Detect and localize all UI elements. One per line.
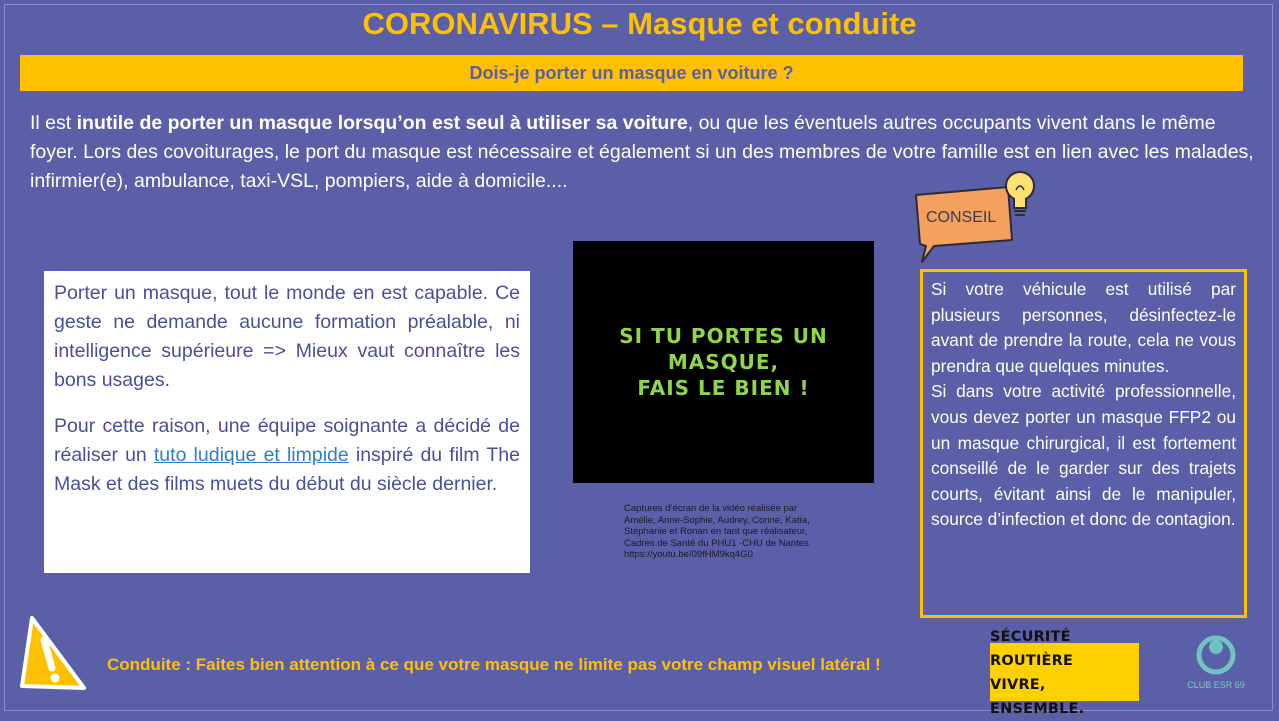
warning-icon [18, 614, 88, 694]
intro-bold: inutile de porter un masque lorsqu’on est seul à utiliser sa voiture [76, 112, 688, 134]
securite-line-1: SÉCURITÉ ROUTIÈRE [990, 629, 1074, 669]
caption-line-1: Captures d’écran de la vidéo réalisée par [624, 503, 798, 514]
intro-part1: Il est [30, 112, 77, 134]
left-paragraph-1: Porter un masque, tout le monde en est capable. Ce geste ne demande aucune formation préalable, ni intelligence supérieure => Mieux vaut connaître les bons usages. [54, 282, 520, 391]
caption-line-2: Amélie, Anne-Sophie, Audrey, Corine, Katia, [624, 514, 810, 526]
conseil-paragraph-2: Si dans votre activité professionnelle, vous devez porter un masque FFP2 ou un masque chirurgical, il est fortement conseillé de le garder sur des trajets courts, évitant ainsi de le manipuler, source d’infection et donc de contagion. [931, 381, 1236, 530]
intro-paragraph [30, 109, 1260, 196]
left-paragraph-2-end: inspiré du film The Mask et des films muets du début du siècle dernier. [54, 444, 520, 495]
club-logo-icon [1194, 633, 1238, 677]
left-paragraph-2-start: Pour cette raison, une équipe soignante a décidé de réaliser un [54, 415, 520, 466]
conseil-box [920, 269, 1247, 618]
caption-line-3: Stéphanie et Ronan en tant que réalisateur, [624, 526, 808, 537]
club-logo [1178, 633, 1254, 707]
left-paragraph-2 [54, 412, 520, 499]
page-title: CORONAVIRUS – Masque et conduite [362, 6, 917, 41]
video-caption [624, 503, 854, 561]
subtitle-banner [20, 55, 1243, 91]
securite-routiere-logo [990, 629, 1139, 717]
warning-message: Conduite : Faites bien attention à ce que votre masque ne limite pas votre champ visuel latéral ! [107, 655, 881, 674]
securite-line-2: VIVRE, ENSEMBLE. [990, 677, 1085, 717]
info-box-left [44, 271, 530, 573]
video-thumbnail[interactable] [573, 241, 874, 483]
lightbulb-icon [1000, 168, 1040, 228]
conseil-label: CONSEIL [926, 209, 997, 226]
tuto-link[interactable]: tuto ludique et limpide [153, 444, 349, 466]
caption-url: https://youtu.be/09fHM9kq4G0 [624, 549, 753, 560]
intro-part2: , ou que les éventuels autres occupants vivent dans le même foyer. Lors des covoiturages, le port du masque est nécessaire et également si un des membres de votre famille est en lien avec les malades, infirmier(e), ambulance, taxi-VSL, pompiers, aide à domicile.... [30, 112, 1254, 192]
club-name: CLUB ESR 69 [1187, 680, 1245, 690]
video-text-line-1: SI TU PORTES UN MASQUE, [619, 324, 828, 374]
conseil-paragraph-1: Si votre véhicule est utilisé par plusieurs personnes, désinfectez-le avant de prendre la route, cela ne vous prendra que quelques minutes. [931, 279, 1236, 376]
caption-line-4: Cadres de Santé du PHU1 -CHU de Nantes [624, 537, 809, 549]
video-text-line-2: FAIS LE BIEN ! [637, 376, 810, 400]
subtitle-text: Dois-je porter un masque en voiture ? [469, 62, 794, 83]
conseil-callout [912, 168, 1042, 264]
